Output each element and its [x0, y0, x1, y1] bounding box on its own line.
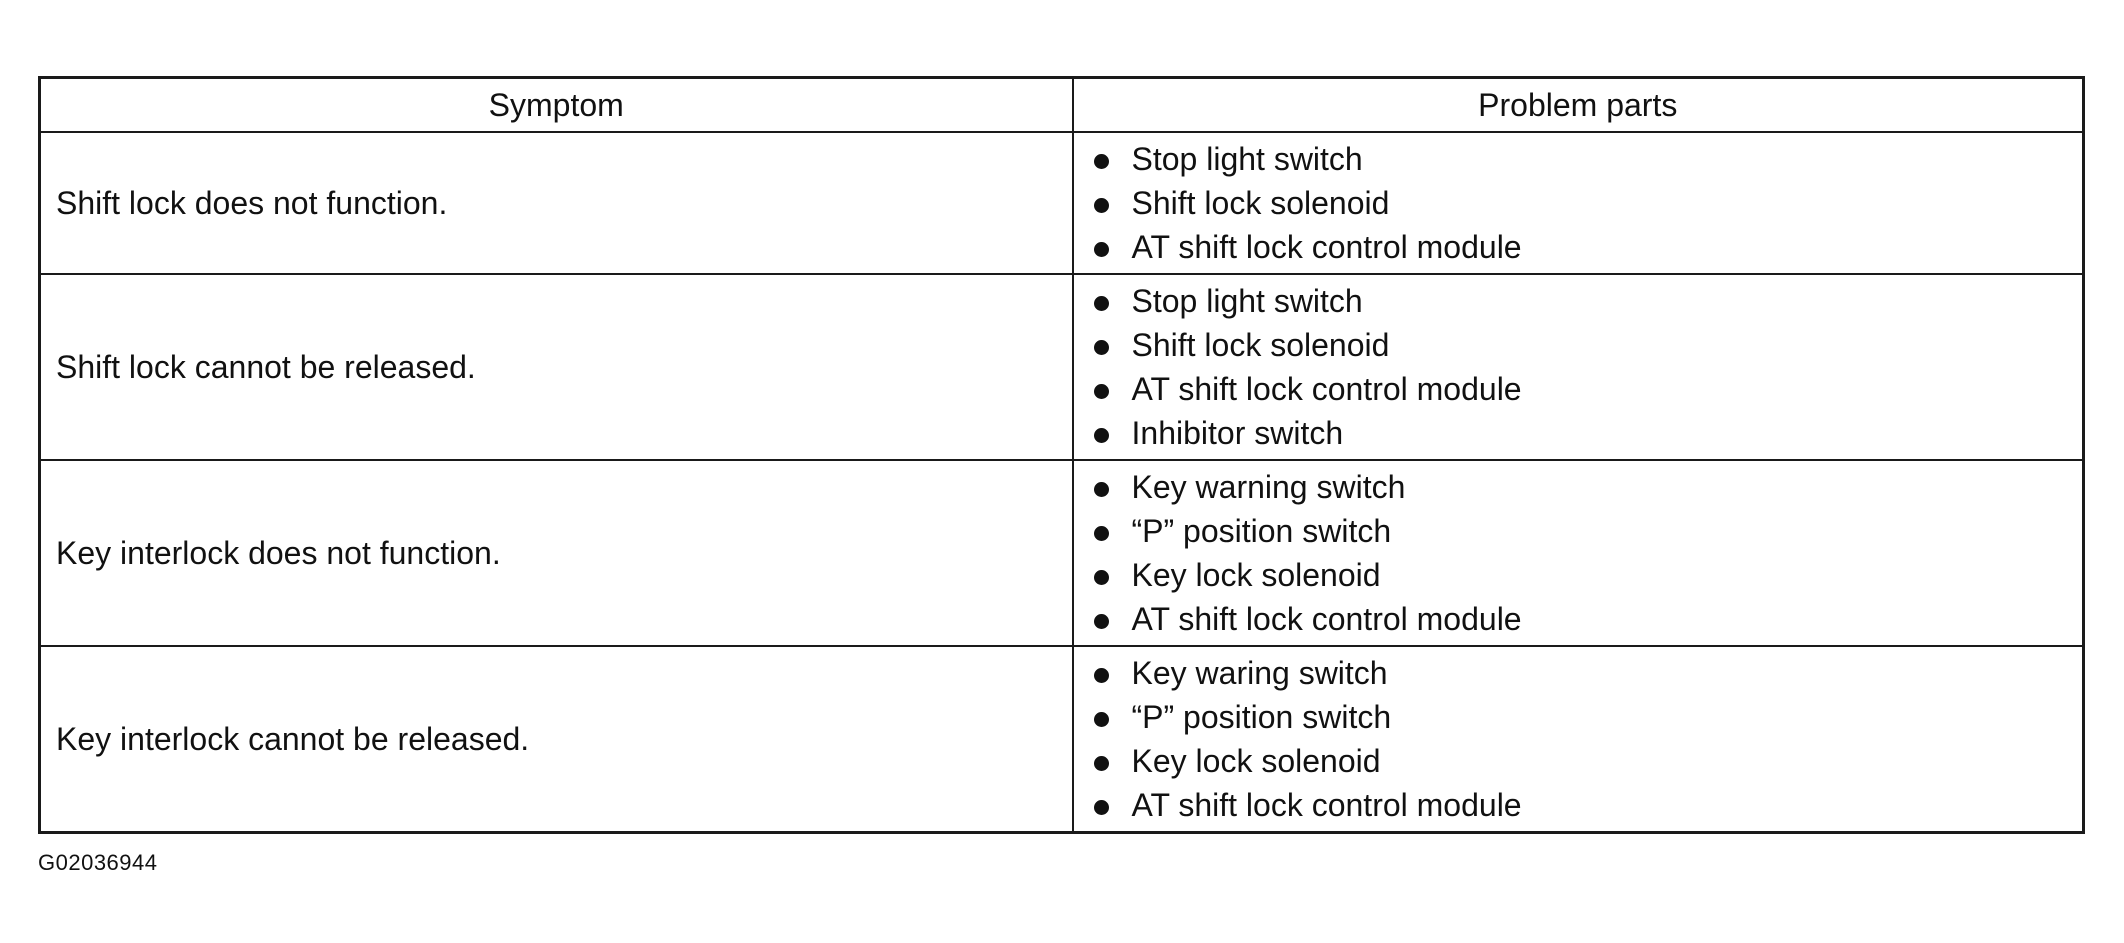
- list-item: [1088, 367, 2083, 411]
- symptom-cell: Shift lock does not function.: [40, 132, 1073, 274]
- part-label: AT shift lock control module: [1131, 371, 1522, 407]
- bullet-icon: [1094, 712, 1109, 727]
- bullet-icon: [1094, 198, 1109, 213]
- table-row: [40, 132, 2084, 274]
- problem-parts-list: [1088, 137, 2083, 269]
- bullet-icon: [1094, 242, 1109, 257]
- list-item: [1088, 225, 2083, 269]
- list-item: [1088, 137, 2083, 181]
- list-item: [1088, 465, 2083, 509]
- bullet-icon: [1094, 154, 1109, 169]
- list-item: [1088, 553, 2083, 597]
- list-item: [1088, 783, 2083, 827]
- list-item: [1088, 597, 2083, 641]
- bullet-icon: [1094, 570, 1109, 585]
- part-label: Stop light switch: [1131, 283, 1363, 319]
- problem-parts-list: [1088, 651, 2083, 827]
- list-item: [1088, 651, 2083, 695]
- part-label: Stop light switch: [1131, 141, 1363, 177]
- table-row: [40, 460, 2084, 646]
- problem-parts-cell: [1073, 460, 2084, 646]
- bullet-icon: [1094, 668, 1109, 683]
- problem-parts-cell: [1073, 132, 2084, 274]
- bullet-icon: [1094, 756, 1109, 771]
- diagnosis-table-container: [38, 76, 2082, 834]
- problem-parts-list: [1088, 279, 2083, 455]
- table-header-row: [40, 78, 2084, 133]
- problem-parts-list: [1088, 465, 2083, 641]
- header-symptom: Symptom: [40, 78, 1073, 133]
- list-item: [1088, 411, 2083, 455]
- part-label: Key warning switch: [1131, 469, 1406, 505]
- symptom-cell: Key interlock cannot be released.: [40, 646, 1073, 833]
- part-label: Key lock solenoid: [1131, 557, 1381, 593]
- list-item: [1088, 323, 2083, 367]
- bullet-icon: [1094, 526, 1109, 541]
- list-item: [1088, 739, 2083, 783]
- bullet-icon: [1094, 340, 1109, 355]
- part-label: Inhibitor switch: [1131, 415, 1344, 451]
- part-label: Shift lock solenoid: [1131, 185, 1390, 221]
- part-label: “P” position switch: [1131, 513, 1392, 549]
- part-label: Key lock solenoid: [1131, 743, 1381, 779]
- bullet-icon: [1094, 482, 1109, 497]
- part-label: Key waring switch: [1131, 655, 1388, 691]
- header-problem-parts: Problem parts: [1073, 78, 2084, 133]
- problem-parts-cell: [1073, 646, 2084, 833]
- diagnosis-table: [38, 76, 2085, 834]
- bullet-icon: [1094, 614, 1109, 629]
- bullet-icon: [1094, 428, 1109, 443]
- bullet-icon: [1094, 384, 1109, 399]
- table-row: [40, 646, 2084, 833]
- figure-code: G02036944: [38, 850, 158, 875]
- part-label: AT shift lock control module: [1131, 601, 1522, 637]
- list-item: [1088, 181, 2083, 225]
- bullet-icon: [1094, 800, 1109, 815]
- part-label: AT shift lock control module: [1131, 787, 1522, 823]
- part-label: AT shift lock control module: [1131, 229, 1522, 265]
- list-item: [1088, 279, 2083, 323]
- problem-parts-cell: [1073, 274, 2084, 460]
- list-item: [1088, 509, 2083, 553]
- table-row: [40, 274, 2084, 460]
- part-label: “P” position switch: [1131, 699, 1392, 735]
- list-item: [1088, 695, 2083, 739]
- part-label: Shift lock solenoid: [1131, 327, 1390, 363]
- bullet-icon: [1094, 296, 1109, 311]
- symptom-cell: Shift lock cannot be released.: [40, 274, 1073, 460]
- symptom-cell: Key interlock does not function.: [40, 460, 1073, 646]
